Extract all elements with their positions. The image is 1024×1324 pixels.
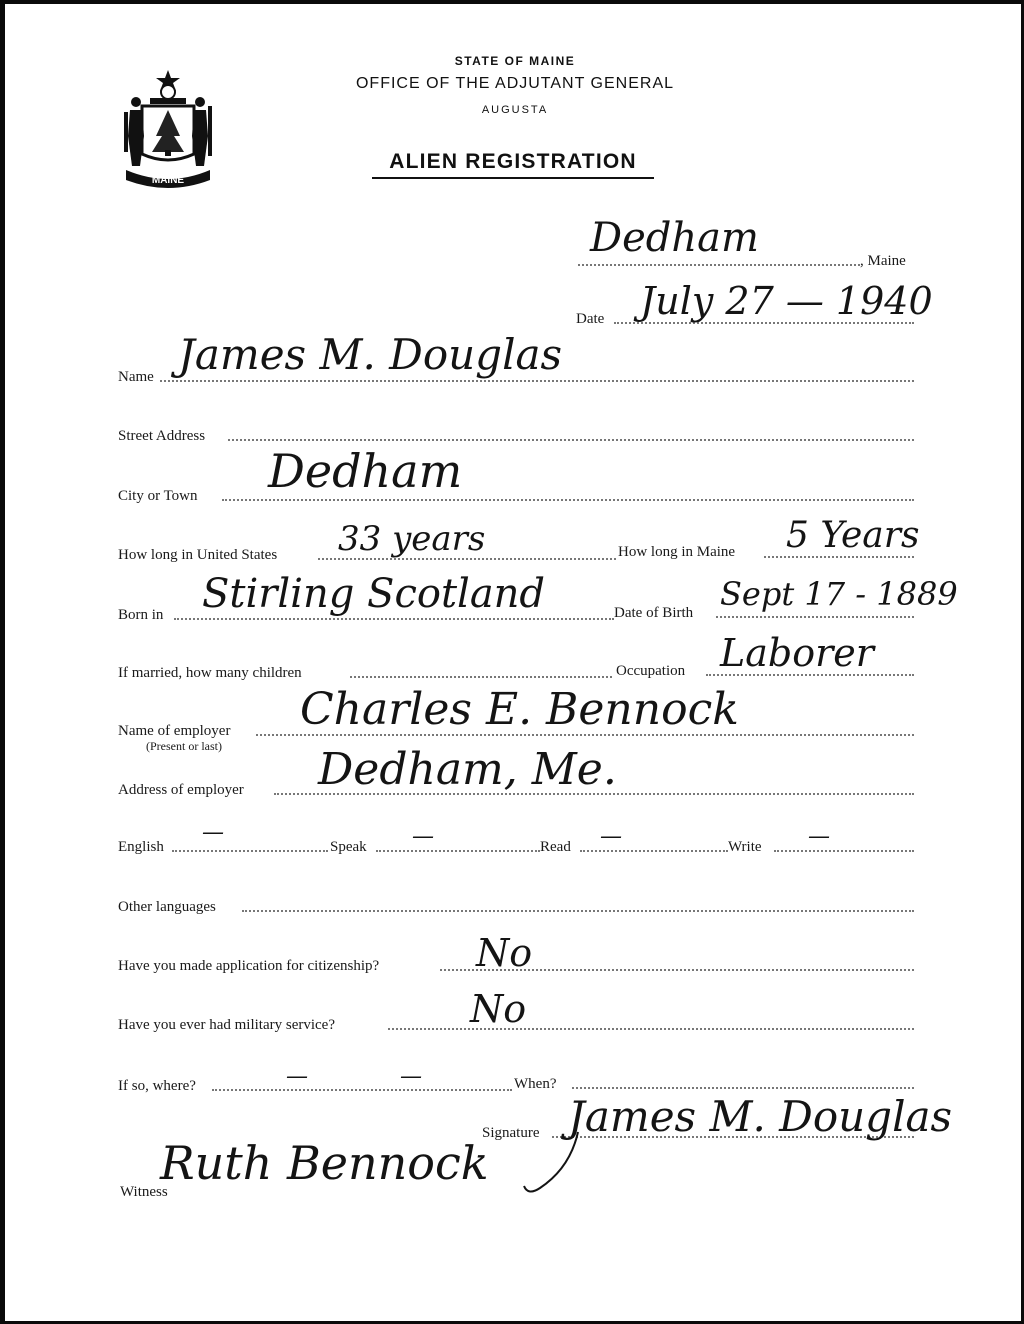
english-label: English: [118, 839, 164, 855]
dob-line: [716, 616, 914, 618]
speak-line: [376, 850, 540, 852]
name-line: [160, 380, 914, 382]
read-line: [580, 850, 728, 852]
city-label: City or Town: [118, 488, 198, 504]
born-line: [174, 618, 614, 620]
employer-label: Name of employer: [118, 723, 231, 739]
employer-address-label: Address of employer: [118, 782, 244, 798]
town-entry: Dedham: [590, 215, 759, 261]
maine-state-seal: [112, 66, 224, 194]
maine-years-line: [764, 556, 914, 558]
children-line: [350, 676, 612, 678]
write-entry: —: [808, 824, 830, 849]
when-line: [572, 1087, 914, 1089]
maine-label: , Maine: [860, 253, 906, 269]
maine-years-label: How long in Maine: [618, 544, 736, 560]
where-entry-2: —: [400, 1064, 422, 1089]
speak-label: Speak: [330, 839, 367, 855]
name-label: Name: [118, 369, 154, 385]
street-line: [228, 439, 914, 441]
header-city: AUGUSTA: [481, 104, 549, 116]
write-line: [774, 850, 914, 852]
street-label: Street Address: [118, 428, 206, 444]
english-entry: —: [202, 820, 224, 845]
signature-entry: James M. Douglas: [568, 1092, 953, 1141]
occupation-label: Occupation: [616, 663, 686, 679]
write-label: Write: [728, 839, 762, 855]
employer-entry: Charles E. Bennock: [300, 684, 739, 735]
military-entry: No: [470, 987, 527, 1031]
signature-flourish: [520, 1128, 590, 1198]
where-entry: —: [286, 1064, 308, 1089]
born-entry: Stirling Scotland: [202, 571, 546, 617]
occupation-entry: Laborer: [720, 631, 874, 675]
us-years-entry: 33 years: [338, 519, 486, 559]
header-state: STATE OF MAINE: [454, 54, 576, 68]
name-entry: James M. Douglas: [178, 330, 563, 379]
employer-address-entry: Dedham, Me.: [318, 744, 617, 795]
form-title: ALIEN REGISTRATION: [372, 150, 654, 179]
dob-label: Date of Birth: [614, 605, 694, 621]
read-label: Read: [540, 839, 571, 855]
children-label: If married, how many children: [118, 665, 302, 681]
employer-note: (Present or last): [146, 739, 222, 753]
dob-entry: Sept 17 - 1889: [720, 575, 958, 613]
city-entry: Dedham: [268, 444, 463, 498]
citizenship-label: Have you made application for citizenship?: [118, 958, 380, 974]
town-line: [578, 264, 860, 266]
city-line: [222, 499, 914, 501]
header-office: OFFICE OF THE ADJUTANT GENERAL: [355, 75, 675, 92]
date-label: Date: [576, 311, 605, 327]
english-line: [172, 850, 328, 852]
military-label: Have you ever had military service?: [118, 1017, 335, 1033]
other-languages-line: [242, 910, 914, 912]
speak-entry: —: [412, 824, 434, 849]
date-entry: July 27 — 1940: [640, 279, 933, 323]
read-entry: —: [600, 824, 622, 849]
when-label: When?: [514, 1076, 557, 1092]
signature-label: Signature: [482, 1125, 540, 1141]
military-line: [388, 1028, 914, 1030]
where-label: If so, where?: [118, 1078, 196, 1094]
where-line: [212, 1089, 512, 1091]
other-languages-label: Other languages: [118, 899, 216, 915]
seal-text: MAINE: [151, 175, 185, 186]
us-years-label: How long in United States: [118, 547, 278, 563]
citizenship-entry: No: [476, 931, 533, 975]
witness-label: Witness: [120, 1184, 168, 1200]
maine-years-entry: 5 Years: [786, 515, 920, 556]
born-label: Born in: [118, 607, 164, 623]
witness-entry: Ruth Bennock: [160, 1136, 489, 1190]
